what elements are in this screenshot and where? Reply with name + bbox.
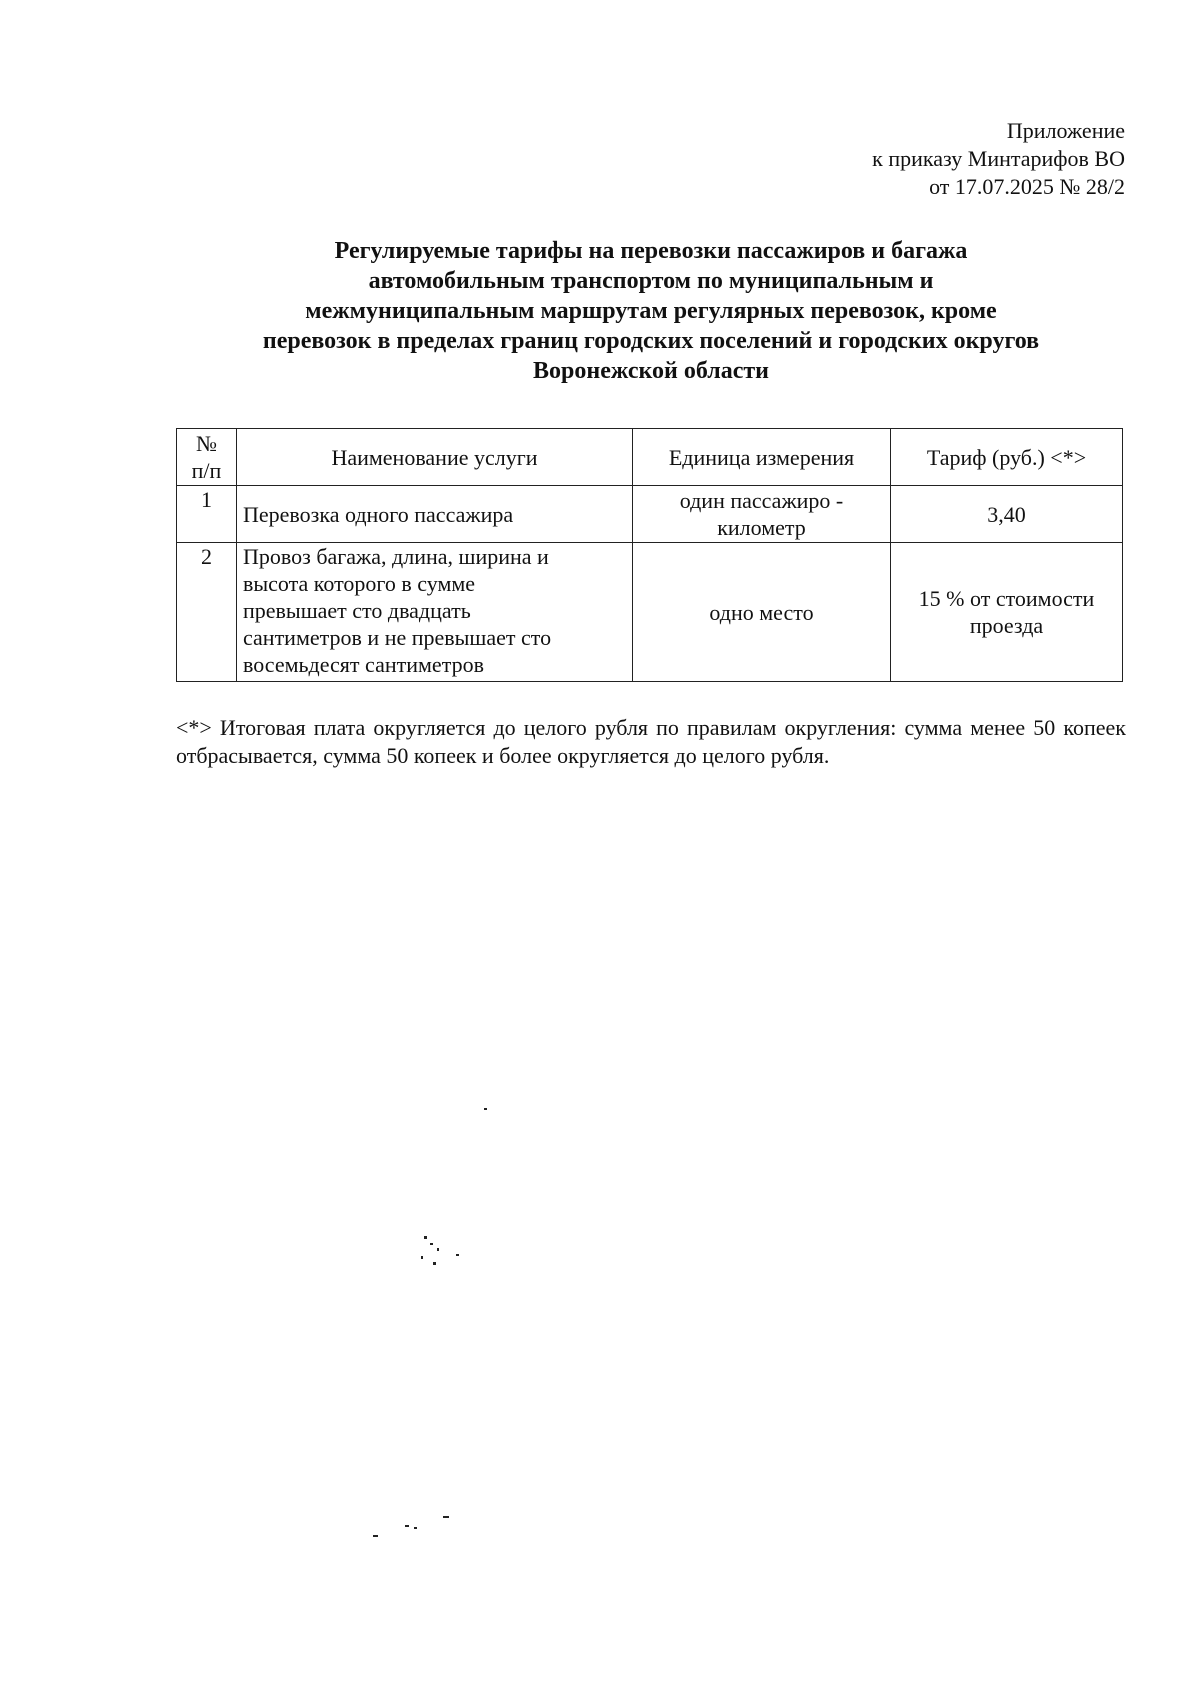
row-unit-line: один пассажиро - <box>679 488 844 513</box>
title-line: Воронежской области <box>533 358 769 384</box>
row-tariff <box>891 543 1123 682</box>
row-number: 1 <box>177 486 237 543</box>
row-service-name-line: сантиметров и не превышает сто <box>243 625 552 650</box>
scan-speck <box>433 1262 436 1265</box>
header-tariff: Тариф (руб.) <*> <box>891 429 1123 486</box>
row-tariff: 3,40 <box>891 486 1123 543</box>
table-row <box>177 543 1123 682</box>
title-line: Регулируемые тарифы на перевозки пассажиров и багажа <box>334 238 968 264</box>
scan-speck <box>456 1254 459 1256</box>
row-unit-line: километр <box>717 515 806 540</box>
scan-speck <box>424 1236 427 1239</box>
row-number: 2 <box>177 543 237 682</box>
row-unit <box>633 486 891 543</box>
header-unit: Единица измерения <box>633 429 891 486</box>
appendix-order-reference: к приказу Минтарифов ВО <box>872 146 1125 171</box>
row-tariff-line: проезда <box>969 613 1044 638</box>
table-row <box>177 486 1123 543</box>
title-line: межмуниципальным маршрутам регулярных перевозок, кроме <box>305 298 997 324</box>
scan-speck <box>430 1243 433 1245</box>
title-line: автомобильным транспортом по муниципальным и <box>368 268 934 294</box>
row-service-name <box>237 543 633 682</box>
appendix-label: Приложение <box>1006 118 1125 143</box>
row-unit: одно место <box>633 543 891 682</box>
scan-speck <box>437 1248 439 1251</box>
scan-speck <box>405 1525 409 1527</box>
appendix-header <box>872 117 1125 201</box>
header-number-symbol: № <box>196 431 217 456</box>
row-tariff-line: 15 % от стоимости <box>918 586 1095 611</box>
tariff-table <box>176 428 1123 682</box>
row-service-name-line: Провоз багажа, длина, ширина и <box>243 544 549 569</box>
header-number <box>177 429 237 486</box>
footnote: <*> Итоговая плата округляется до целого рубля по правилам округления: сумма менее 50 копеек отбрасывается, сумма 50 копеек и более округляется до целого рубля. <box>176 715 1126 768</box>
scan-speck <box>414 1527 417 1529</box>
title-line: перевозок в пределах границ городских поселений и городских округов <box>262 328 1040 354</box>
row-service-name-line: восемьдесят сантиметров <box>243 652 484 677</box>
row-service-name-line: превышает сто двадцать <box>243 598 471 623</box>
document-title <box>176 236 1126 386</box>
table-header-row <box>177 429 1123 486</box>
row-service-name-line: высота которого в сумме <box>243 571 476 596</box>
scan-speck <box>484 1108 487 1110</box>
scan-speck <box>373 1535 378 1537</box>
header-number-abbrev: п/п <box>191 458 222 483</box>
scan-speck <box>421 1256 423 1259</box>
row-service-name: Перевозка одного пассажира <box>237 486 633 543</box>
header-service-name: Наименование услуги <box>237 429 633 486</box>
appendix-order-date-number: от 17.07.2025 № 28/2 <box>929 174 1125 199</box>
scan-speck <box>443 1516 449 1518</box>
